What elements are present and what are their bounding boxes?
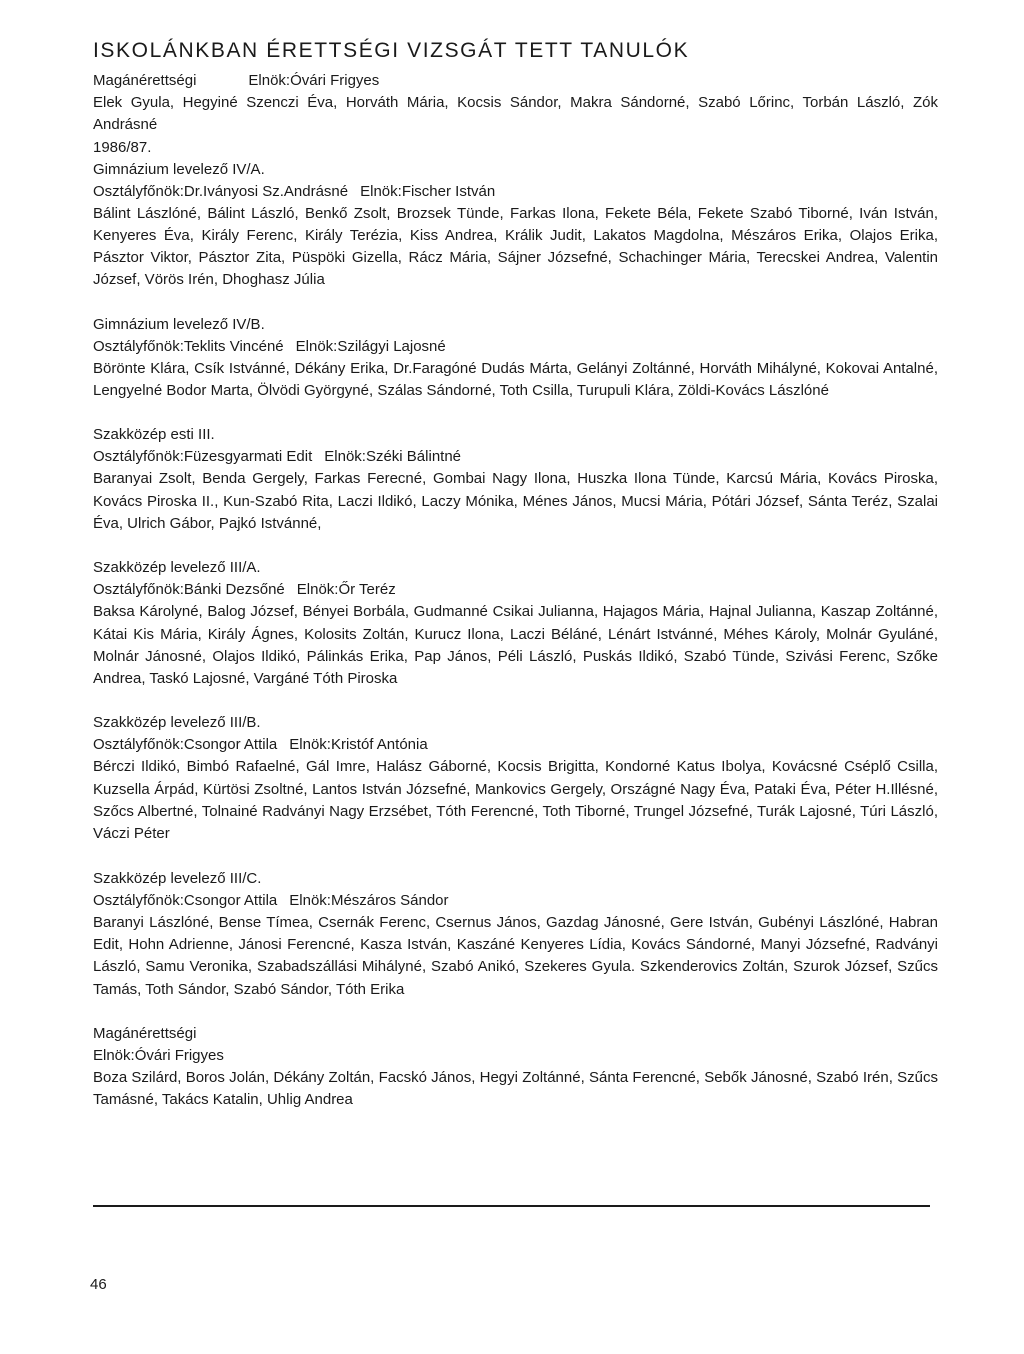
section-header bbox=[93, 336, 938, 358]
section-header bbox=[93, 70, 938, 92]
student-names: Baranyi Lászlóné, Bense Tímea, Csernák Ferenc, Csernus János, Gazdag Jánosné, Gere István, Gubényi Lászlóné, Habran Edit, Hohn Adrienne, Jánosi Ferencné, Kasza István, Kaszáné Kenyeres Lídia, Kovács Sándorné, Manyi Józsefné, Radványi László, Samu Veronika, Szabadszállási Mihályné, Szabó Anikó, Szekeres Gyula. Szkenderovics Zoltán, Szurok József, Szűcs Tamás, Toth Sándor, Szabó Sándor, Tóth Erika bbox=[93, 913, 938, 998]
student-names: Boza Szilárd, Boros Jolán, Dékány Zoltán, Facskó János, Hegyi Zoltánné, Sánta Ferencné, Sebők Jánosné, Szabó Irén, Szűcs Tamásné, Takács Katalin, Uhlig Andrea bbox=[93, 1068, 938, 1109]
document-body bbox=[93, 38, 938, 1111]
class-teacher: Osztályfőnök:Füzesgyarmati Edit bbox=[93, 448, 313, 466]
section-label: Magánérettségi bbox=[93, 72, 197, 89]
section-header bbox=[93, 181, 938, 203]
chair-name: Elnök:Mészáros Sándor bbox=[289, 891, 449, 909]
section-header bbox=[93, 446, 938, 468]
page-title: ISKOLÁNKBAN ÉRETTSÉGI VIZSGÁT TETT TANULÓK bbox=[93, 39, 690, 62]
section-label: Magánérettségi bbox=[93, 1024, 197, 1042]
chair-name: Elnök:Szilágyi Lajosné bbox=[295, 337, 446, 355]
section-label: Szakközép levelező III/C. bbox=[93, 869, 262, 887]
class-teacher: Osztályfőnök:Bánki Dezsőné bbox=[93, 581, 285, 599]
chair-name: Elnök:Óvári Frigyes bbox=[93, 1046, 224, 1064]
chair-name: Elnök:Kristóf Antónia bbox=[289, 736, 428, 754]
bottom-divider bbox=[93, 1205, 930, 1207]
class-section bbox=[93, 159, 938, 292]
student-names: Baranyai Zsolt, Benda Gergely, Farkas Ferecné, Gombai Nagy Ilona, Huszka Ilona Tünde, Karcsú Mária, Kovács Piroska, Kovács Piroska II., Kun-Szabó Rita, Laczi Ildikó, Laczy Mónika, Ménes János, Mucsi Mária, Pótári József, Sánta Teréz, Szalai Éva, Ulrich Gábor, Pajkó Istvánné, bbox=[93, 470, 938, 532]
section-spacer bbox=[93, 535, 938, 557]
class-section bbox=[93, 557, 938, 690]
class-section bbox=[93, 712, 938, 845]
class-section bbox=[93, 314, 938, 403]
intro-section bbox=[93, 70, 938, 137]
section-spacer bbox=[93, 690, 938, 712]
chair-name: Elnök:Óvári Frigyes bbox=[248, 72, 380, 89]
section-label: Gimnázium levelező IV/A. bbox=[93, 160, 265, 178]
section-label: Gimnázium levelező IV/B. bbox=[93, 315, 265, 333]
class-section bbox=[93, 424, 938, 535]
section-header bbox=[93, 579, 938, 601]
class-teacher: Osztályfőnök:Csongor Attila bbox=[93, 736, 278, 754]
school-year: 1986/87. bbox=[93, 138, 152, 156]
class-teacher: Osztályfőnök:Dr.Iványosi Sz.Andrásné bbox=[93, 182, 349, 200]
student-names: Elek Gyula, Hegyiné Szenczi Éva, Horváth Mária, Kocsis Sándor, Makra Sándorné, Szabó Lőrinc, Torbán László, Zók Andrásné bbox=[93, 94, 938, 134]
section-label: Szakközép levelező III/B. bbox=[93, 714, 261, 732]
section-header bbox=[93, 890, 938, 912]
class-teacher: Osztályfőnök:Csongor Attila bbox=[93, 891, 278, 909]
chair-name: Elnök:Őr Teréz bbox=[296, 581, 396, 599]
class-section bbox=[93, 868, 938, 1001]
page-number: 46 bbox=[90, 1276, 107, 1293]
student-names: Bérczi Ildikó, Bimbó Rafaelné, Gál Imre, Halász Gáborné, Kocsis Brigitta, Kondorné Katus Ibolya, Kovácsné Cséplő Csilla, Kuzsella Árpád, Kürtösi Zsoltné, Lantos István Józsefné, Mankovics Gergely, Országné Nagy Éva, Pataki Éva, Péter H.Illésné, Szőcs Albertné, Tolnainé Radványi Nagy Erzsébet, Tóth Ferencné, Toth Tiborné, Trungel Józsefné, Turák Lajosné, Túri László, Váczi Péter bbox=[93, 758, 938, 843]
class-teacher: Osztályfőnök:Teklits Vincéné bbox=[93, 337, 284, 355]
student-names: Bálint Lászlóné, Bálint László, Benkő Zsolt, Brozsek Tünde, Farkas Ilona, Fekete Béla, Fekete Szabó Tiborné, Iván István, Kenyeres Éva, Király Ferenc, Király Terézia, Kiss Andrea, Králik Judit, Lakatos Magdolna, Mészáros Erika, Olajos Erika, Pásztor Viktor, Pásztor Zita, Püspöki Gizella, Rácz Mária, Sájner Józsefné, Schachinger Mária, Terecskei Andrea, Valentin József, Vörös Irén, Dhoghasz Júlia bbox=[93, 204, 938, 289]
student-names: Baksa Károlyné, Balog József, Bényei Borbála, Gudmanné Csikai Julianna, Hajagos Mária, Hajnal Julianna, Kaszap Zoltánné, Kátai Kis Mária, Király Ágnes, Kolosits Zoltán, Kurucz Ilona, Laczi Béláné, Lénárt Istvánné, Méhes Károly, Molnár Gyuláné, Molnár Jánosné, Olajos Ildikó, Pálinkás Erika, Pap János, Péli László, Puskás Ildikó, Szabó Tünde, Szivási Ferenc, Szőke Andrea, Taskó Lajosné, Vargáné Tóth Piroska bbox=[93, 603, 938, 688]
section-spacer bbox=[93, 846, 938, 868]
section-label: Szakközép levelező III/A. bbox=[93, 559, 261, 577]
section-spacer bbox=[93, 1001, 938, 1023]
section-spacer bbox=[93, 292, 938, 314]
chair-name: Elnök:Széki Bálintné bbox=[324, 448, 462, 466]
section-spacer bbox=[93, 402, 938, 424]
section-label: Szakközép esti III. bbox=[93, 426, 215, 444]
chair-name: Elnök:Fischer István bbox=[360, 182, 496, 200]
final-section bbox=[93, 1023, 938, 1112]
student-names: Börönte Klára, Csík Istvánné, Dékány Erika, Dr.Faragóné Dudás Márta, Gelányi Zoltánné, Horváth Mihályné, Kokovai Antalné, Lengyelné Bodor Marta, Ölvödi Györgyné, Szálas Sándorné, Toth Csilla, Turupuli Klára, Zöldi-Kovács Lászlóné bbox=[93, 359, 938, 400]
section-header bbox=[93, 734, 938, 756]
